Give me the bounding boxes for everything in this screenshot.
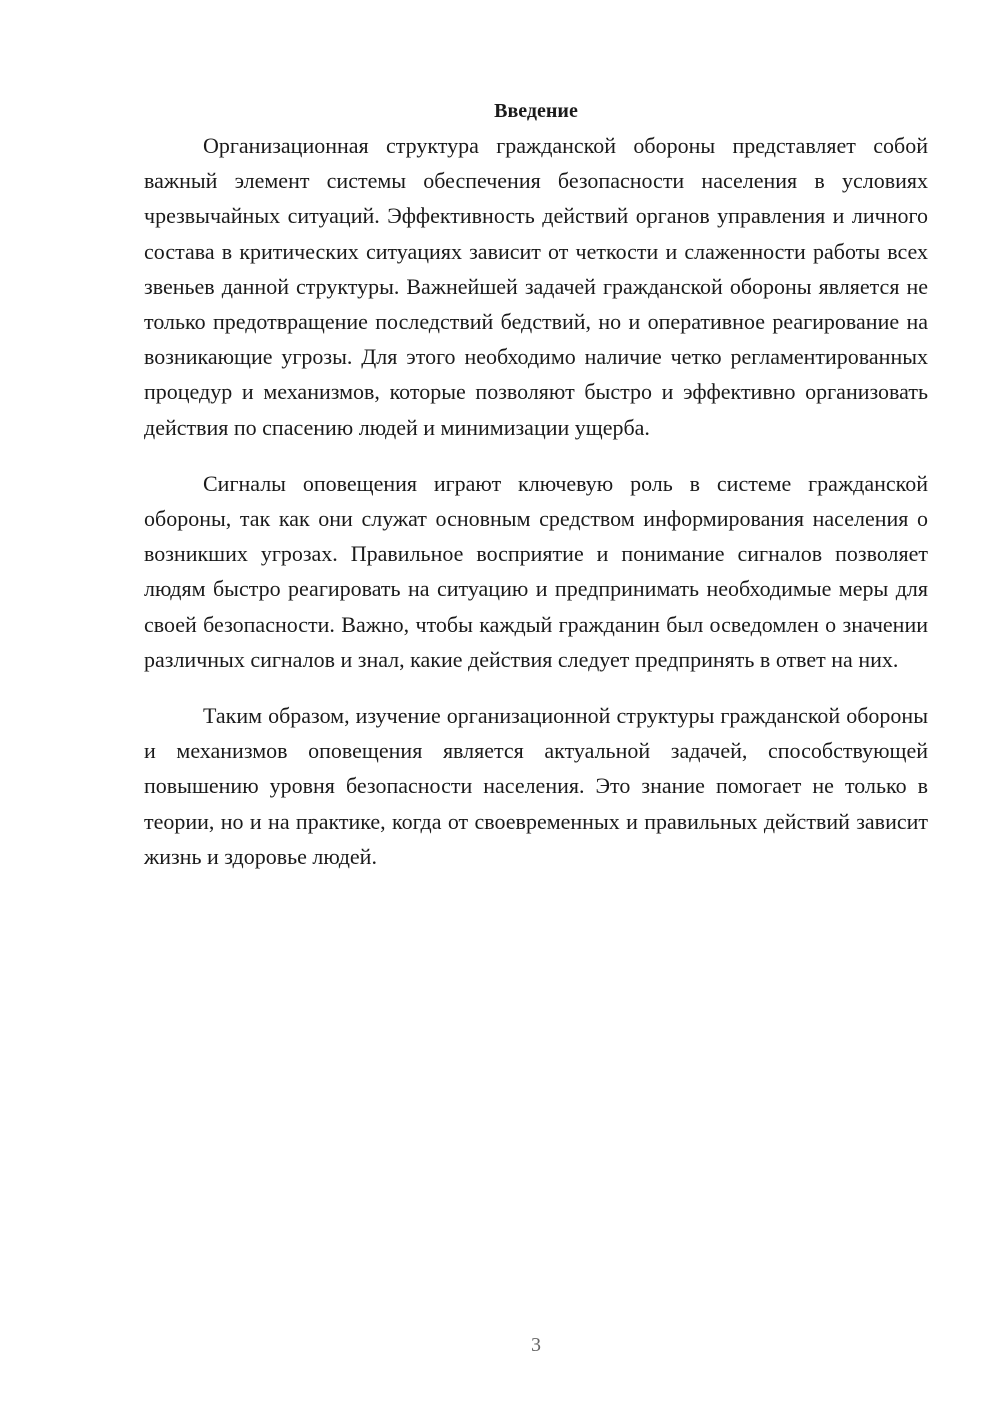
paragraph-1: Организационная структура гражданской обороны представляет собой важный элемент системы обеспечения безопасности населения в условиях чрезвычайных ситуаций. Эффективность действий органов управления и личного состава в критических ситуациях зависит от четкости и слаженности работы всех звеньев данной структуры. Важнейшей задачей гражданской обороны является не только предотвращение последствий бедствий, но и оперативное реагирование на возникающие угрозы. Для этого необходимо наличие четко регламентированных процедур и механизмов, которые позволяют быстро и эффективно организовать действия по спасению людей и минимизации ущерба. [144, 133, 928, 440]
page-content [144, 96, 928, 895]
paragraph-2: Сигналы оповещения играют ключевую роль в системе гражданской обороны, так как они служат основным средством информирования населения о возникших угрозах. Правильное восприятие и понимание сигналов позволяет людям быстро реагировать на ситуацию и предпринимать необходимые меры для своей безопасности. Важно, чтобы каждый гражданин был осведомлен о значении различных сигналов и знал, какие действия следует предпринять в ответ на них. [144, 470, 928, 672]
page-number: 3 [531, 1334, 541, 1356]
paragraph-3: Таким образом, изучение организационной структуры гражданской обороны и механизмов оповещения является актуальной задачей, способствующей повышению уровня безопасности населения. Это знание помогает не только в теории, но и на практике, когда от своевременных и правильных действий зависит жизнь и здоровье людей. [144, 703, 928, 869]
document-title: Введение [494, 100, 578, 122]
